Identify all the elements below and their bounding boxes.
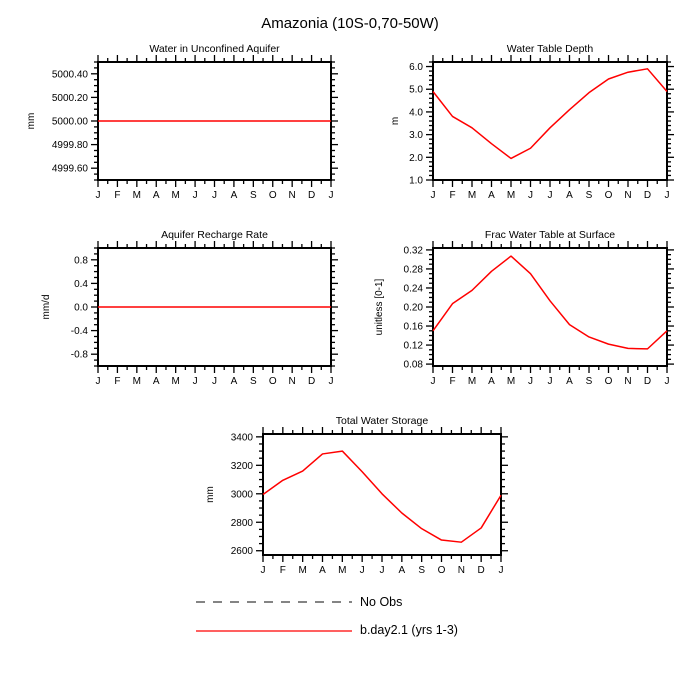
x-tick-label: J <box>260 565 266 576</box>
panel-title: Total Water Storage <box>335 415 429 427</box>
x-tick-label: D <box>307 190 316 201</box>
x-tick-label: A <box>398 565 406 576</box>
y-tick-label: 0.20 <box>403 302 423 314</box>
x-tick-label: J <box>430 190 436 201</box>
y-tick-label: 2800 <box>230 517 253 529</box>
y-axis-label: m <box>390 116 401 126</box>
x-tick-label: N <box>457 565 465 576</box>
x-tick-label: A <box>230 190 238 201</box>
x-tick-label: J <box>430 376 436 387</box>
x-tick-label: J <box>212 376 217 387</box>
x-tick-label: A <box>566 190 573 201</box>
x-tick-label: A <box>488 376 495 387</box>
legend-label-no-obs: No Obs <box>360 595 403 609</box>
panel-water-table-depth <box>390 43 674 201</box>
x-tick-label: F <box>114 376 121 387</box>
x-tick-label: A <box>230 376 238 387</box>
series-line-total-water-storage <box>263 451 501 542</box>
x-tick-label: F <box>114 190 121 201</box>
y-tick-label: 2.0 <box>409 152 423 164</box>
x-tick-label: J <box>212 190 217 201</box>
x-tick-label: S <box>249 190 257 201</box>
x-tick-label: J <box>328 376 334 387</box>
panel-title: Water Table Depth <box>506 43 594 55</box>
x-tick-label: O <box>604 190 613 201</box>
x-tick-label: J <box>547 376 553 387</box>
y-axis-label: mm <box>205 486 216 503</box>
x-tick-label: J <box>359 565 365 576</box>
y-tick-label: 0.08 <box>403 359 423 371</box>
y-tick-label: -0.4 <box>70 326 88 338</box>
x-tick-label: M <box>467 376 477 387</box>
y-tick-label: -0.8 <box>70 349 88 361</box>
y-axis-label: unitless [0-1] <box>374 278 385 336</box>
x-tick-label: M <box>132 190 142 201</box>
x-tick-label: D <box>477 565 485 576</box>
x-tick-label: J <box>192 376 198 387</box>
panel-frac-water-table-at-surface <box>374 229 674 387</box>
y-tick-label: 3200 <box>230 460 253 472</box>
y-tick-label: 5000.20 <box>51 92 88 104</box>
x-tick-label: M <box>132 376 142 387</box>
x-tick-label: M <box>338 565 347 576</box>
y-tick-label: 4999.80 <box>51 140 88 152</box>
x-tick-label: S <box>249 376 257 387</box>
x-tick-label: D <box>643 190 652 201</box>
x-tick-label: O <box>268 190 277 201</box>
x-tick-label: J <box>528 190 533 201</box>
x-tick-label: M <box>171 376 180 387</box>
y-tick-label: 2600 <box>230 546 253 558</box>
y-tick-label: 4999.60 <box>51 163 88 175</box>
plot-frame <box>433 62 667 180</box>
panel-title: Water in Unconfined Aquifer <box>149 43 280 55</box>
x-tick-label: S <box>418 565 426 576</box>
x-tick-label: J <box>328 190 334 201</box>
x-tick-label: M <box>467 190 477 201</box>
x-tick-label: F <box>449 376 456 387</box>
y-tick-label: 0.0 <box>74 302 88 314</box>
y-axis-label: mm <box>26 112 37 130</box>
y-tick-label: 3000 <box>230 489 253 501</box>
x-tick-label: J <box>379 565 385 576</box>
x-tick-label: D <box>307 376 316 387</box>
x-tick-label: O <box>437 565 446 576</box>
legend-label-series: b.day2.1 (yrs 1-3) <box>360 623 458 637</box>
x-tick-label: N <box>288 190 296 201</box>
y-tick-label: 0.32 <box>403 245 423 257</box>
x-tick-label: O <box>268 376 277 387</box>
y-tick-label: 0.16 <box>403 321 423 333</box>
panel-water-in-unconfined-aquifer <box>26 43 338 201</box>
x-tick-label: J <box>95 376 101 387</box>
series-line-water-table-depth <box>433 69 667 159</box>
x-tick-label: F <box>279 565 286 576</box>
y-tick-label: 5.0 <box>409 84 423 96</box>
panel-title: Aquifer Recharge Rate <box>161 229 268 241</box>
y-tick-label: 5000.40 <box>51 69 88 81</box>
x-tick-label: A <box>488 190 495 201</box>
x-tick-label: M <box>506 376 516 387</box>
x-tick-label: J <box>192 190 198 201</box>
y-tick-label: 5000.00 <box>51 116 88 128</box>
x-tick-label: M <box>298 565 307 576</box>
x-tick-label: M <box>171 190 180 201</box>
y-tick-label: 4.0 <box>409 107 423 119</box>
x-tick-label: M <box>506 190 516 201</box>
x-tick-label: O <box>604 376 613 387</box>
y-tick-label: 3.0 <box>409 130 423 142</box>
y-tick-label: 0.24 <box>403 283 423 295</box>
y-tick-label: 3400 <box>230 432 253 444</box>
y-tick-label: 0.8 <box>74 255 88 267</box>
y-tick-label: 1.0 <box>409 175 423 187</box>
panel-aquifer-recharge-rate <box>41 229 338 387</box>
series-line-frac-water-table-at-surface <box>433 256 667 349</box>
y-tick-label: 0.12 <box>403 340 423 352</box>
x-tick-label: N <box>288 376 296 387</box>
x-tick-label: J <box>664 376 670 387</box>
x-tick-label: S <box>585 190 593 201</box>
x-tick-label: J <box>528 376 533 387</box>
x-tick-label: F <box>449 190 456 201</box>
x-tick-label: J <box>95 190 101 201</box>
panel-title: Frac Water Table at Surface <box>484 229 616 241</box>
y-tick-label: 0.4 <box>74 278 88 290</box>
x-tick-label: N <box>624 190 632 201</box>
x-tick-label: A <box>319 565 326 576</box>
x-tick-label: D <box>643 376 652 387</box>
x-tick-label: J <box>498 565 504 576</box>
y-tick-label: 6.0 <box>409 62 423 74</box>
x-tick-label: A <box>152 376 160 387</box>
page-title: Amazonia (10S-0,70-50W) <box>261 15 439 32</box>
y-tick-label: 0.28 <box>403 264 423 276</box>
x-tick-label: A <box>152 190 160 201</box>
x-tick-label: J <box>547 190 553 201</box>
panel-total-water-storage <box>205 415 508 576</box>
x-tick-label: S <box>585 376 593 387</box>
y-axis-label: mm/d <box>41 294 52 320</box>
x-tick-label: J <box>664 190 670 201</box>
x-tick-label: N <box>624 376 632 387</box>
x-tick-label: A <box>566 376 573 387</box>
